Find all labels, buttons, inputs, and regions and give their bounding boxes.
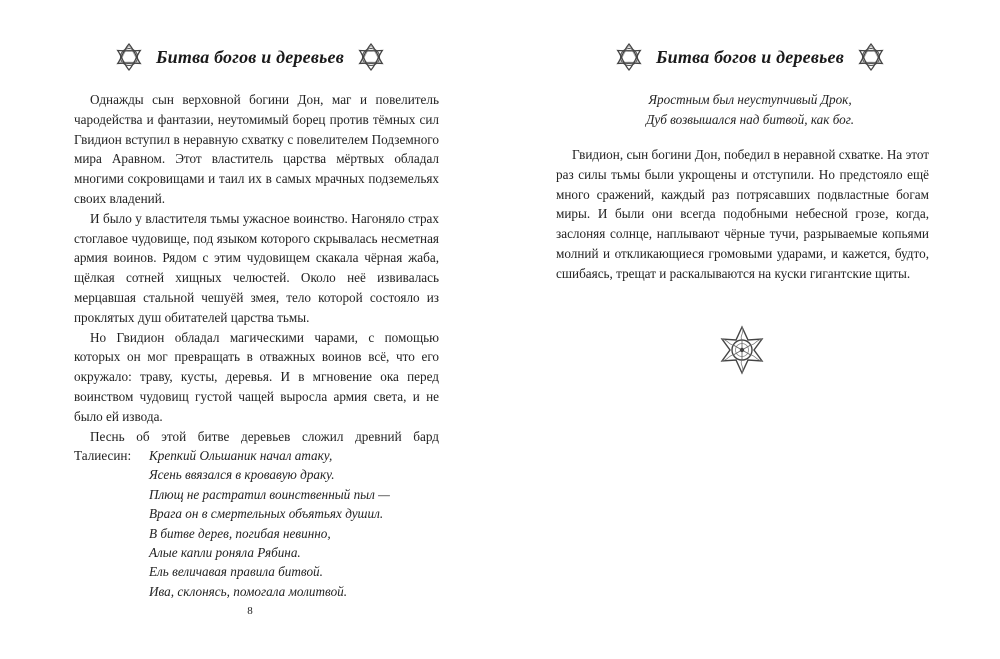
right-body-text — [556, 145, 929, 284]
verse-line: Алые капли роняла Рябина. — [149, 545, 301, 561]
epigraph-line: Дуб возвышался над битвой, как бог. — [645, 111, 855, 127]
paragraph: Гвидион, сын богини Дон, победил в неравной схватке. На этот раз силы тьмы были укрощены и отступили. Но предстояло ещё много сражений, каждый раз потрясавших подвластные богам миры. И были они всегда подобными небесной грозе, когда, заслоняя солнце, наплывают чёрные тучи, разрываемые копьями молний и откликающиеся громовыми ударами, и кажется, будто, сшибаясь, трещат и раскалываются на куски гигантские щиты. — [556, 147, 929, 281]
epigraph-line: Яростным был неуступчивый Дрок, — [648, 92, 852, 107]
celtic-knot-icon — [114, 42, 144, 72]
left-body-text — [74, 90, 439, 466]
poem-verse — [149, 446, 429, 601]
verse-line: Ясень ввязался в кровавую драку. — [149, 467, 335, 483]
right-page — [500, 0, 1000, 659]
paragraph: И было у властителя тьмы ужасное воинство. Нагоняло страх стоглавое чудовище, под языком которого скрывалась несметная армия воинов. Рядом с этим чудовищем скакала чёрная жаба, щёлкая сотней хищных челюстей. Около неё извивалась мерцавшая стальной чешуёй змея, тело которой состояло из проклятых душ обитателей царства тьмы. — [74, 210, 439, 325]
verse-line: Ель величавая правила битвой. — [149, 564, 323, 580]
celtic-knot-icon — [356, 42, 386, 72]
page-number: 8 — [247, 605, 253, 617]
right-header — [500, 42, 1000, 72]
celtic-knot-icon — [856, 42, 886, 72]
epigraph — [500, 90, 1000, 130]
paragraph: Однажды сын верховной богини Дон, маг и повелитель чародейства и фантазии, неутомимый борец против тёмных сил Гвидион вступил в неравную схватку с повелителем Подземного мира Аравном. Этот властитель царства мёртвых обладал многими сокровищами и таил их в самых мрачных подземельях своих владений. — [74, 92, 439, 206]
verse-line: Ива, склонясь, помогала молитвой. — [149, 583, 348, 599]
celtic-ornament-icon — [717, 325, 767, 375]
paragraph: Но Гвидион обладал магическими чарами, с помощью которых он мог превращать в отважных воинов всё, что его окружало: траву, кусты, деревья. И в мгновение ока перед воинством чудовищ густой чащей выросла армия света, и не было ей извода. — [74, 329, 439, 424]
verse-line: В битве дерев, погибая невинно, — [149, 525, 331, 541]
paragraph: Песнь об этой битве деревьев сложил древний бард Талиесин: — [74, 428, 439, 464]
verse-line: Плющ не растратил воинственный пыл — — [149, 486, 390, 502]
page-title: Битва богов и деревьев — [656, 46, 844, 67]
page-title: Битва богов и деревьев — [156, 46, 344, 67]
verse-line: Врага он в смертельных объятьях душил. — [149, 506, 384, 522]
celtic-knot-icon — [614, 42, 644, 72]
verse-line: Крепкий Ольшаник начал атаку, — [149, 448, 333, 463]
left-header — [0, 42, 500, 72]
